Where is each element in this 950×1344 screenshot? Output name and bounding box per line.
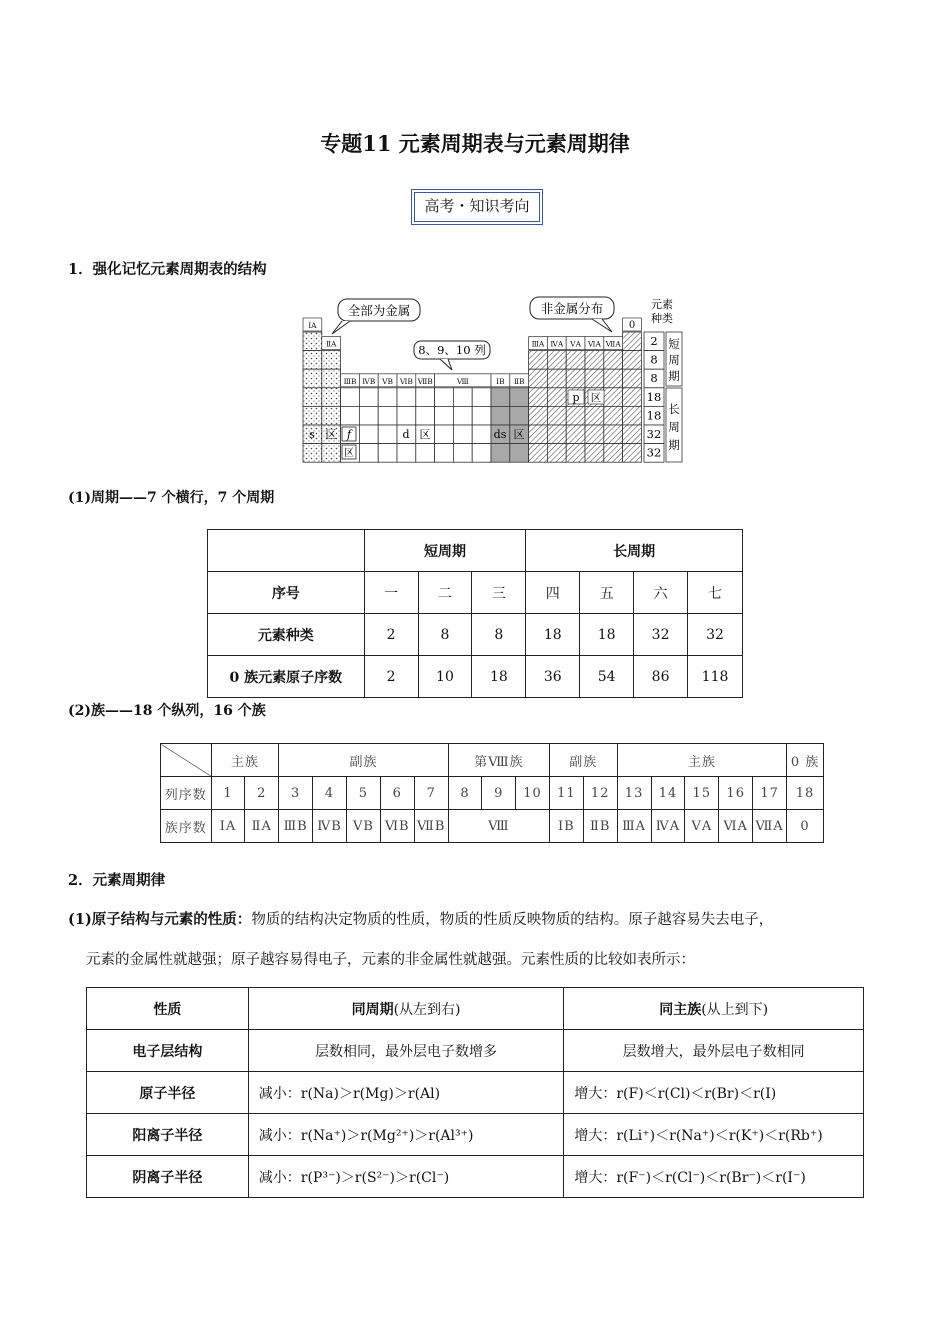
group-head-label: Ⅷ [456,376,469,386]
group-col-number: 13 [617,777,651,810]
period-cell: 32 [688,614,743,656]
paragraph-text-1: 物质的结构决定物质的性质，物质的性质反映物质的结构。原子越容易失去电子， [251,912,774,928]
element-cell [604,444,623,463]
group-col-number: 8 [448,777,482,810]
element-cell [623,351,642,370]
group-col-number: 14 [651,777,685,810]
element-cell [303,406,322,425]
group-cell: ⅥA [719,810,753,843]
kinds-value: 18 [646,389,662,404]
group-head-label: ⅥB [399,376,413,386]
page-title: 专题11 元素周期表与元素周期律 [320,131,630,156]
group-head-label: 0 [628,320,636,331]
group-cell: 0 [787,810,824,843]
group-cell: ⅠB [549,810,583,843]
callout-nonmetal-text: 非金属分布 [540,301,604,316]
kinds-value: 8 [650,371,658,386]
group-col-number: 4 [313,777,347,810]
prop-head-period-bold: 同周期 [351,1001,394,1018]
prop-cell-period: 减小：r(Na⁺)＞r(Mg²⁺)＞r(Al³⁺) [248,1114,564,1156]
element-cell [378,425,397,444]
group-row-label: 列序数 [161,777,212,810]
period-head-long: 长周期 [526,530,743,572]
prop-head-group [564,988,864,1030]
group-col-number: 3 [279,777,313,810]
element-cell [416,444,435,463]
group-cell: Ⅷ [448,810,549,843]
group-col-number: 9 [482,777,516,810]
block-s-qu: 区 [325,428,337,441]
group-caption: (2)族——18 个纵列，16 个族 [68,703,266,719]
group-cell: ⅡB [583,810,617,843]
element-cell [585,369,604,388]
period-head-short: 短周期 [364,530,526,572]
group-head: 副族 [279,744,448,777]
element-cell [585,425,604,444]
element-cell [491,406,510,425]
group-col-number: 1 [211,777,245,810]
element-cell [547,425,566,444]
block-d-label: d [402,428,410,441]
period-cell: 四 [526,572,580,614]
element-cell [510,444,529,463]
section-badge [411,189,543,225]
element-cell [472,444,491,463]
period-caption: (1)周期——7 个横行，7 个周期 [68,490,275,506]
group-col-number: 16 [719,777,753,810]
element-cell [303,351,322,370]
element-cell [322,406,341,425]
prop-head-group-note: (从上到下) [701,1001,769,1018]
element-cell [566,425,585,444]
element-cell [585,351,604,370]
period-cell: 18 [526,614,580,656]
group-head-label: ⅦB [417,376,433,386]
callout-groups-text: 8、9、10 列 [418,343,486,357]
block-f-qu: 区 [344,448,354,459]
group-col-number: 17 [753,777,787,810]
element-cell [604,369,623,388]
element-cell [378,406,397,425]
group-head-label: ⅠA [308,321,317,330]
element-cell [453,406,472,425]
paragraph-lead: (1)原子结构与元素的性质： [68,911,252,928]
group-cell: ⅦA [753,810,787,843]
kinds-value: 32 [646,427,662,441]
block-f-label: f [346,428,352,441]
period-cell: 18 [472,656,526,698]
element-cell [303,444,322,463]
period-table-corner [208,530,365,572]
period-cell: 54 [580,656,634,698]
element-cell [566,444,585,463]
group-col-number: 10 [516,777,550,810]
group-head: 第Ⅷ族 [448,744,549,777]
period-cell: 32 [634,614,688,656]
element-cell [435,425,454,444]
element-cell [623,332,642,351]
kinds-header-2: 种类 [651,312,673,325]
prop-row-label: 电子层结构 [87,1030,249,1072]
element-cell [435,406,454,425]
prop-cell-period: 层数相同，最外层电子数增多 [248,1030,564,1072]
kinds-value: 8 [650,352,658,367]
element-cell [604,406,623,425]
element-cell [529,388,548,407]
block-s-label: s [309,428,315,441]
element-cell [341,388,360,407]
group-row-label: 族序数 [161,810,212,843]
long-period-label: 长周期 [668,402,680,452]
element-cell [359,388,378,407]
element-cell [604,351,623,370]
element-cell [397,406,416,425]
kinds-header-1: 元素 [651,298,673,311]
element-cell [547,351,566,370]
paragraph-text-2: 元素的金属性就越强；原子越容易得电子，元素的非金属性就越强。元素性质的比较如表所示： [86,952,695,968]
group-cell: ⅣB [313,810,347,843]
kinds-value: 2 [650,334,658,348]
group-head: 主族 [211,744,279,777]
group-col-number: 12 [583,777,617,810]
period-cell: 一 [364,572,418,614]
kinds-value: 18 [646,408,662,423]
group-cell: ⅥB [380,810,414,843]
element-cell [547,406,566,425]
element-cell [322,388,341,407]
prop-row-label: 阴离子半径 [87,1156,249,1198]
element-cell [453,388,472,407]
group-head: 副族 [549,744,617,777]
period-row-label: 0 族元素原子序数 [208,656,365,698]
period-table [207,529,743,698]
group-head-label: ⅤB [382,376,394,386]
paragraph-line-1 [68,910,888,930]
element-cell [397,444,416,463]
prop-head-property: 性质 [87,988,249,1030]
prop-row-label: 原子半径 [87,1072,249,1114]
group-col-number: 2 [245,777,279,810]
short-period-label: 短周期 [668,337,680,383]
element-cell [378,388,397,407]
prop-head-group-bold: 同主族 [659,1001,702,1018]
period-cell: 六 [634,572,688,614]
element-cell [604,388,623,407]
callout-all-metal-text: 全部为金属 [347,303,411,318]
element-cell [510,388,529,407]
group-table-corner [161,744,212,777]
property-table [86,987,864,1198]
element-cell [491,444,510,463]
period-cell: 七 [688,572,743,614]
periodic-table-diagram [290,292,695,468]
group-head-label: ⅤA [570,339,582,349]
element-cell [585,444,604,463]
period-cell: 8 [472,614,526,656]
element-cell [529,425,548,444]
group-head-label: ⅣA [550,339,564,349]
group-head: 0 族 [787,744,824,777]
element-cell [566,406,585,425]
element-cell [472,425,491,444]
period-cell: 118 [688,656,743,698]
element-cell [322,444,341,463]
group-col-number: 6 [380,777,414,810]
callout-nonmetal [530,297,614,332]
element-cell [623,444,642,463]
callout-groups [414,341,490,370]
callout-all-metal [332,299,420,334]
element-cell [604,425,623,444]
block-ds-qu: 区 [513,428,525,441]
block-ds-label: ds [493,428,507,441]
section-1-heading: 1．强化记忆元素周期表的结构 [68,261,267,278]
period-cell: 86 [634,656,688,698]
element-cell [341,406,360,425]
prop-cell-group: 增大：r(F)＜r(Cl)＜r(Br)＜r(I) [564,1072,864,1114]
group-head-label: ⅢB [343,376,357,386]
group-cell: ⅤB [347,810,381,843]
prop-cell-group: 增大：r(F⁻)＜r(Cl⁻)＜r(Br⁻)＜r(I⁻) [564,1156,864,1198]
element-cell [529,351,548,370]
element-cell [397,388,416,407]
element-cell [547,369,566,388]
group-head-label: ⅦA [605,339,621,349]
section-2-heading: 2．元素周期律 [68,872,166,889]
element-cell [623,406,642,425]
element-cell [529,444,548,463]
element-cell [623,425,642,444]
element-cell [322,351,341,370]
group-cell: ⅢA [617,810,651,843]
group-col-number: 18 [787,777,824,810]
element-cell [359,406,378,425]
element-cell [566,351,585,370]
element-cell [322,369,341,388]
element-cell [547,444,566,463]
section-badge-label: 高考・知识考向 [414,192,540,222]
element-cell [416,388,435,407]
element-cell [623,388,642,407]
group-cell: ⅤA [685,810,719,843]
period-cell: 二 [418,572,472,614]
period-cell: 18 [580,614,634,656]
element-cell [472,388,491,407]
kinds-value: 32 [646,445,662,460]
element-cell [510,406,529,425]
element-cell [359,425,378,444]
group-cell: ⅣA [651,810,685,843]
element-cell [303,332,322,351]
block-d-qu: 区 [419,428,431,441]
element-cell [416,406,435,425]
period-cell: 五 [580,572,634,614]
group-col-number: 5 [347,777,381,810]
element-cell [453,444,472,463]
element-cell [585,406,604,425]
group-head-label: ⅠB [496,376,505,386]
element-cell [566,369,585,388]
kinds-column [644,332,664,462]
prop-cell-period: 减小：r(P³⁻)＞r(S²⁻)＞r(Cl⁻) [248,1156,564,1198]
element-cell [303,369,322,388]
group-cell: ⅠA [211,810,245,843]
group-head-label: ⅡA [325,339,337,349]
period-cell: 三 [472,572,526,614]
element-cell [378,444,397,463]
period-cell: 36 [526,656,580,698]
element-cell [359,444,378,463]
element-cell [529,369,548,388]
prop-cell-group: 增大：r(Li⁺)＜r(Na⁺)＜r(K⁺)＜r(Rb⁺) [564,1114,864,1156]
element-cell [303,388,322,407]
group-cell: ⅦB [414,810,448,843]
group-col-number: 11 [549,777,583,810]
period-row-label: 元素种类 [208,614,365,656]
prop-row-label: 阳离子半径 [87,1114,249,1156]
group-cell: ⅡA [245,810,279,843]
element-cell [435,444,454,463]
period-row-label: 序号 [208,572,365,614]
element-cell [529,406,548,425]
period-cell: 2 [364,614,418,656]
period-cell: 10 [418,656,472,698]
prop-head-period [248,988,564,1030]
block-p-qu: 区 [590,392,602,404]
period-cell: 2 [364,656,418,698]
group-head-label: ⅡB [513,376,525,386]
period-cell: 8 [418,614,472,656]
prop-cell-period: 减小：r(Na)＞r(Mg)＞r(Al) [248,1072,564,1114]
group-head-label: ⅣB [362,376,376,386]
element-cell [623,369,642,388]
group-col-number: 7 [414,777,448,810]
group-cell: ⅢB [279,810,313,843]
group-col-number: 15 [685,777,719,810]
element-cell [472,406,491,425]
group-head-label: ⅥA [587,339,601,349]
block-p-label: p [572,391,580,404]
element-cell [453,425,472,444]
element-cell [547,388,566,407]
element-cell [435,388,454,407]
prop-head-period-note: (从左到右) [393,1001,461,1018]
group-table [160,743,824,843]
prop-cell-group: 层数增大，最外层电子数相同 [564,1030,864,1072]
group-head-label: ⅢA [531,339,545,349]
element-cell [491,388,510,407]
group-head: 主族 [617,744,786,777]
